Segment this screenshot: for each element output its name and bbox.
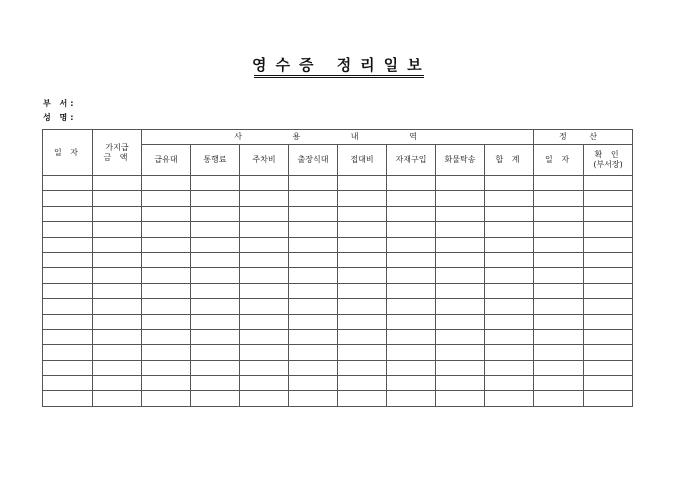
table-cell[interactable] <box>43 283 93 298</box>
table-cell[interactable] <box>93 252 142 267</box>
table-cell[interactable] <box>142 360 191 375</box>
table-cell[interactable] <box>436 376 485 391</box>
table-cell[interactable] <box>387 360 436 375</box>
table-cell[interactable] <box>142 345 191 360</box>
header-usage-fuel: 급유대 <box>142 145 191 176</box>
table-cell[interactable] <box>338 222 387 237</box>
table-cell[interactable] <box>485 329 534 344</box>
header-usage-parking: 주차비 <box>240 145 289 176</box>
table-cell[interactable] <box>240 176 289 191</box>
table-cell[interactable] <box>485 299 534 314</box>
table-cell[interactable] <box>43 222 93 237</box>
table-cell[interactable] <box>436 283 485 298</box>
title-underline-second <box>254 77 424 78</box>
table-cell[interactable] <box>93 314 142 329</box>
table-cell[interactable] <box>240 222 289 237</box>
table-cell[interactable] <box>289 237 338 252</box>
table-cell[interactable] <box>240 360 289 375</box>
table-cell[interactable] <box>387 206 436 221</box>
table-cell[interactable] <box>142 191 191 206</box>
table-cell[interactable] <box>93 237 142 252</box>
table-cell[interactable] <box>93 268 142 283</box>
table-cell[interactable] <box>191 329 240 344</box>
table-cell[interactable] <box>142 376 191 391</box>
table-cell[interactable] <box>289 345 338 360</box>
table-cell[interactable] <box>142 283 191 298</box>
table-cell[interactable] <box>43 191 93 206</box>
table-cell[interactable] <box>485 283 534 298</box>
table-row <box>43 252 633 267</box>
table-row <box>43 360 633 375</box>
table-cell[interactable] <box>534 237 584 252</box>
table-row <box>43 314 633 329</box>
table-cell[interactable] <box>485 360 534 375</box>
table-cell[interactable] <box>289 329 338 344</box>
header-advance-line1: 가지급 <box>105 142 129 152</box>
header-confirm-line2: (부서장) <box>593 160 623 169</box>
table-cell[interactable] <box>43 237 93 252</box>
table-cell[interactable] <box>387 314 436 329</box>
table-cell[interactable] <box>436 329 485 344</box>
table-cell[interactable] <box>240 252 289 267</box>
table-cell[interactable] <box>584 176 633 191</box>
table-cell[interactable] <box>485 314 534 329</box>
table-cell[interactable] <box>191 314 240 329</box>
table-cell[interactable] <box>485 252 534 267</box>
table-cell[interactable] <box>436 222 485 237</box>
table-cell[interactable] <box>93 345 142 360</box>
table-cell[interactable] <box>240 376 289 391</box>
table-cell[interactable] <box>387 222 436 237</box>
table-cell[interactable] <box>534 268 584 283</box>
table-cell[interactable] <box>338 314 387 329</box>
table-cell[interactable] <box>436 206 485 221</box>
table-cell[interactable] <box>436 191 485 206</box>
header-date: 일 자 <box>43 130 93 176</box>
table-cell[interactable] <box>387 237 436 252</box>
table-cell[interactable] <box>191 268 240 283</box>
header-usage-entertainment: 접대비 <box>338 145 387 176</box>
table-cell[interactable] <box>240 391 289 406</box>
table-cell[interactable] <box>387 176 436 191</box>
table-cell[interactable] <box>142 314 191 329</box>
table-cell[interactable] <box>142 176 191 191</box>
table-cell[interactable] <box>191 283 240 298</box>
table-cell[interactable] <box>43 206 93 221</box>
header-confirm <box>584 145 633 176</box>
table-cell[interactable] <box>191 176 240 191</box>
table-cell[interactable] <box>584 314 633 329</box>
table-cell[interactable] <box>338 237 387 252</box>
table-cell[interactable] <box>584 222 633 237</box>
table-cell[interactable] <box>584 376 633 391</box>
table-cell[interactable] <box>584 345 633 360</box>
table-cell[interactable] <box>191 299 240 314</box>
table-cell[interactable] <box>338 329 387 344</box>
page-title: 영수증 정리일보 <box>252 56 431 74</box>
header-usage-materials: 자재구입 <box>387 145 436 176</box>
table-cell[interactable] <box>485 345 534 360</box>
table-cell[interactable] <box>289 176 338 191</box>
table-cell[interactable] <box>485 237 534 252</box>
header-advance-line2: 금 액 <box>103 152 131 162</box>
table-cell[interactable] <box>43 299 93 314</box>
name-label: 성 명: <box>43 113 77 122</box>
table-cell[interactable] <box>387 252 436 267</box>
table-cell[interactable] <box>289 391 338 406</box>
table-row <box>43 376 633 391</box>
table-row <box>43 329 633 344</box>
table-cell[interactable] <box>485 376 534 391</box>
table-row <box>43 237 633 252</box>
table-cell[interactable] <box>436 252 485 267</box>
header-settlement-group: 정 산 <box>534 130 633 145</box>
table-cell[interactable] <box>43 360 93 375</box>
table-cell[interactable] <box>584 329 633 344</box>
table-cell[interactable] <box>142 329 191 344</box>
table-cell[interactable] <box>93 283 142 298</box>
table-cell[interactable] <box>191 237 240 252</box>
table-cell[interactable] <box>485 176 534 191</box>
header-confirm-line1: 확 인 <box>594 150 622 159</box>
table-cell[interactable] <box>191 206 240 221</box>
table-cell[interactable] <box>584 360 633 375</box>
table-cell[interactable] <box>387 283 436 298</box>
table-cell[interactable] <box>338 268 387 283</box>
header-usage-trip-meals: 출장식대 <box>289 145 338 176</box>
table-cell[interactable] <box>240 283 289 298</box>
table-cell[interactable] <box>584 206 633 221</box>
table-cell[interactable] <box>485 191 534 206</box>
table-cell[interactable] <box>534 206 584 221</box>
table-cell[interactable] <box>191 191 240 206</box>
table-cell[interactable] <box>584 299 633 314</box>
table-cell[interactable] <box>289 252 338 267</box>
table-row <box>43 345 633 360</box>
table-cell[interactable] <box>93 222 142 237</box>
table-cell[interactable] <box>534 299 584 314</box>
table-cell[interactable] <box>338 176 387 191</box>
table-cell[interactable] <box>436 176 485 191</box>
table-cell[interactable] <box>43 314 93 329</box>
table-cell[interactable] <box>338 206 387 221</box>
table-cell[interactable] <box>43 176 93 191</box>
table-cell[interactable] <box>93 176 142 191</box>
table-cell[interactable] <box>289 268 338 283</box>
table-cell[interactable] <box>534 360 584 375</box>
table-cell[interactable] <box>43 376 93 391</box>
dept-label: 부 서: <box>43 99 77 108</box>
table-cell[interactable] <box>240 237 289 252</box>
header-usage-freight: 화물탁송 <box>436 145 485 176</box>
table-cell[interactable] <box>240 206 289 221</box>
table-cell[interactable] <box>387 268 436 283</box>
table-cell[interactable] <box>93 376 142 391</box>
table-cell[interactable] <box>142 222 191 237</box>
table-row <box>43 191 633 206</box>
table-cell[interactable] <box>436 237 485 252</box>
table-cell[interactable] <box>191 222 240 237</box>
table-cell[interactable] <box>387 191 436 206</box>
table-cell[interactable] <box>240 191 289 206</box>
table-cell[interactable] <box>584 391 633 406</box>
table-cell[interactable] <box>43 391 93 406</box>
table-cell[interactable] <box>43 329 93 344</box>
table-cell[interactable] <box>240 299 289 314</box>
table-cell[interactable] <box>387 345 436 360</box>
table-cell[interactable] <box>436 360 485 375</box>
table-cell[interactable] <box>289 283 338 298</box>
table-cell[interactable] <box>289 222 338 237</box>
table-cell[interactable] <box>584 268 633 283</box>
table-cell[interactable] <box>142 299 191 314</box>
table-cell[interactable] <box>534 329 584 344</box>
table-cell[interactable] <box>289 314 338 329</box>
table-cell[interactable] <box>338 345 387 360</box>
table-cell[interactable] <box>289 376 338 391</box>
table-cell[interactable] <box>191 391 240 406</box>
table-row <box>43 268 633 283</box>
table-row <box>43 391 633 406</box>
table-row <box>43 176 633 191</box>
header-usage-group: 사 용 내 역 <box>142 130 534 145</box>
table-cell[interactable] <box>338 299 387 314</box>
table-row <box>43 283 633 298</box>
table-cell[interactable] <box>191 345 240 360</box>
table-cell[interactable] <box>534 345 584 360</box>
table-cell[interactable] <box>534 314 584 329</box>
header-usage-toll: 통행료 <box>191 145 240 176</box>
table-cell[interactable] <box>240 268 289 283</box>
table-cell[interactable] <box>387 391 436 406</box>
receipt-ledger-table <box>42 129 633 407</box>
table-cell[interactable] <box>43 268 93 283</box>
table-cell[interactable] <box>338 376 387 391</box>
table-cell[interactable] <box>93 299 142 314</box>
table-cell[interactable] <box>387 329 436 344</box>
table-cell[interactable] <box>485 222 534 237</box>
table-cell[interactable] <box>93 206 142 221</box>
table-cell[interactable] <box>584 237 633 252</box>
table-cell[interactable] <box>93 329 142 344</box>
table-cell[interactable] <box>289 191 338 206</box>
table-cell[interactable] <box>191 252 240 267</box>
table-cell[interactable] <box>584 191 633 206</box>
table-cell[interactable] <box>485 206 534 221</box>
table-cell[interactable] <box>436 299 485 314</box>
table-cell[interactable] <box>436 314 485 329</box>
table-cell[interactable] <box>142 252 191 267</box>
table-cell[interactable] <box>534 391 584 406</box>
header-usage-total: 합 계 <box>485 145 534 176</box>
table-cell[interactable] <box>289 299 338 314</box>
table-cell[interactable] <box>534 252 584 267</box>
table-row <box>43 299 633 314</box>
table-cell[interactable] <box>142 268 191 283</box>
table-cell[interactable] <box>436 391 485 406</box>
table-cell[interactable] <box>485 268 534 283</box>
table-cell[interactable] <box>338 191 387 206</box>
table-cell[interactable] <box>338 252 387 267</box>
table-row <box>43 222 633 237</box>
table-cell[interactable] <box>534 191 584 206</box>
table-cell[interactable] <box>93 191 142 206</box>
table-cell[interactable] <box>142 237 191 252</box>
table-cell[interactable] <box>436 268 485 283</box>
table-cell[interactable] <box>338 391 387 406</box>
table-cell[interactable] <box>289 360 338 375</box>
table-cell[interactable] <box>43 252 93 267</box>
table-cell[interactable] <box>534 222 584 237</box>
table-cell[interactable] <box>43 345 93 360</box>
header-advance-amount <box>93 130 142 176</box>
table-cell[interactable] <box>191 376 240 391</box>
table-cell[interactable] <box>387 299 436 314</box>
table-cell[interactable] <box>436 345 485 360</box>
table-cell[interactable] <box>240 314 289 329</box>
table-cell[interactable] <box>534 283 584 298</box>
table-cell[interactable] <box>338 283 387 298</box>
table-cell[interactable] <box>93 391 142 406</box>
table-cell[interactable] <box>338 360 387 375</box>
table-cell[interactable] <box>191 360 240 375</box>
table-cell[interactable] <box>534 376 584 391</box>
ledger-body <box>43 176 633 407</box>
table-cell[interactable] <box>93 360 142 375</box>
header-settle-date: 일 자 <box>534 145 584 176</box>
table-cell[interactable] <box>289 206 338 221</box>
title-underline <box>254 75 424 76</box>
table-cell[interactable] <box>142 206 191 221</box>
table-cell[interactable] <box>240 329 289 344</box>
table-cell[interactable] <box>584 283 633 298</box>
table-cell[interactable] <box>240 345 289 360</box>
table-cell[interactable] <box>584 252 633 267</box>
table-cell[interactable] <box>142 391 191 406</box>
table-cell[interactable] <box>387 376 436 391</box>
table-cell[interactable] <box>534 176 584 191</box>
table-row <box>43 206 633 221</box>
table-cell[interactable] <box>485 391 534 406</box>
